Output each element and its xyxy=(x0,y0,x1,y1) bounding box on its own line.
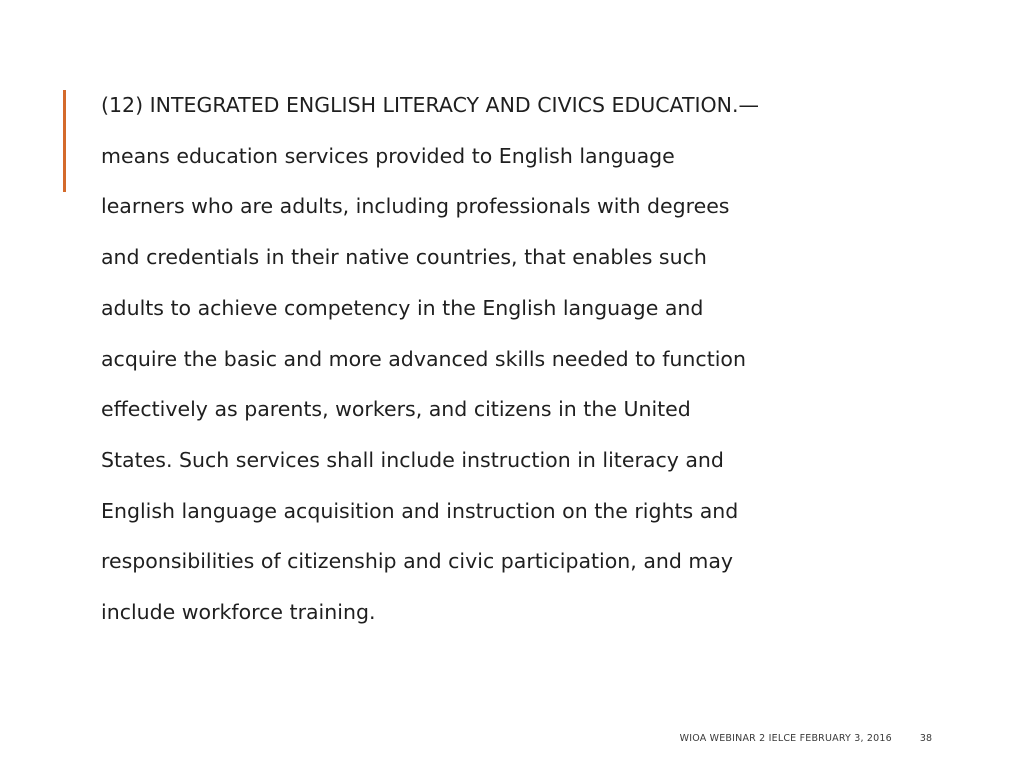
body-line: responsibilities of citizenship and civic participation, and may xyxy=(101,549,734,574)
body-line: (12) INTEGRATED ENGLISH LITERACY AND CIVICS EDUCATION.— xyxy=(101,93,760,117)
body-line: adults to achieve competency in the English language and xyxy=(101,295,704,320)
footer-caption: WIOA WEBINAR 2 IELCE FEBRUARY 3, 2016 xyxy=(679,733,892,744)
body-line: include workforce training. xyxy=(101,600,376,625)
body-line: English language acquisition and instruction on the rights and xyxy=(101,498,739,523)
body-text xyxy=(101,80,921,638)
body-line: learners who are adults, including professionals with degrees xyxy=(101,194,730,219)
body-line: effectively as parents, workers, and citizens in the United xyxy=(101,397,691,422)
slide-footer xyxy=(680,733,932,744)
body-line: means education services provided to English language xyxy=(101,143,675,168)
accent-bar xyxy=(63,90,66,192)
body-line: acquire the basic and more advanced skills needed to function xyxy=(101,346,746,371)
page-number: 38 xyxy=(919,733,932,744)
body-line: States. Such services shall include instruction in literacy and xyxy=(101,447,724,472)
body-line: and credentials in their native countries, that enables such xyxy=(101,245,707,270)
